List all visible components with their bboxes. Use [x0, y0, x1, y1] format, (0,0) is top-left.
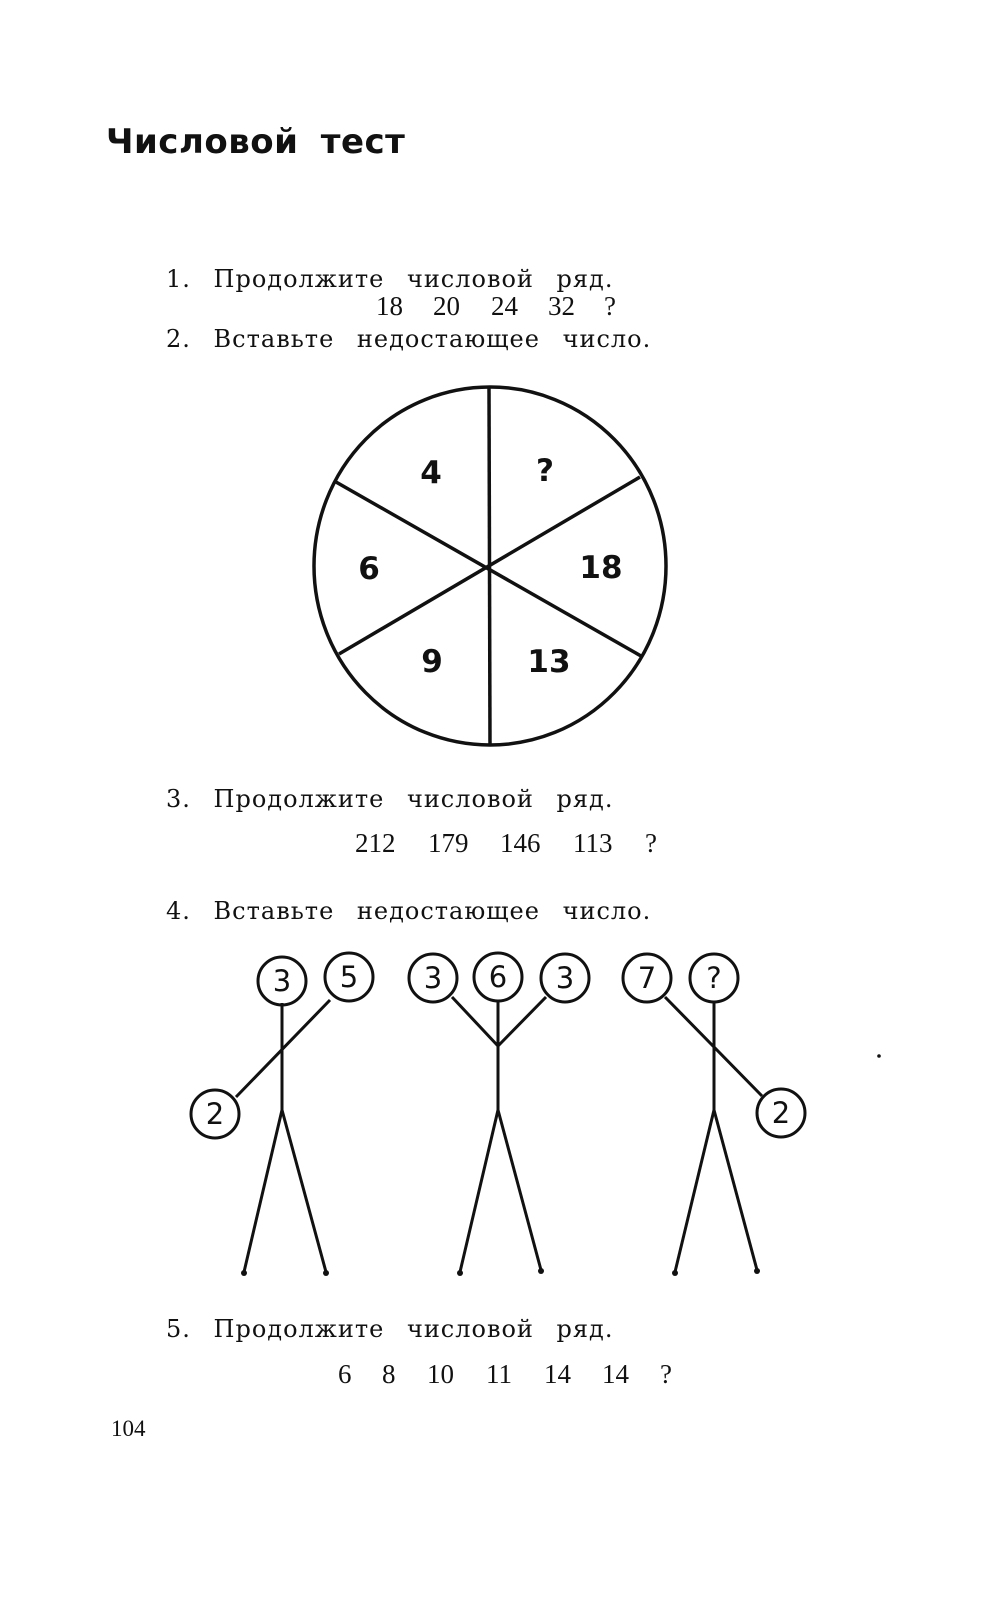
- foot-dot: [538, 1268, 544, 1274]
- question-4-number: 4.: [166, 897, 191, 925]
- question-1-text: Продолжите числовой ряд.: [213, 265, 614, 293]
- sequence-item: 8: [382, 1359, 396, 1389]
- sequence-item: 14: [602, 1359, 629, 1389]
- question-5-text: Продолжите числовой ряд.: [213, 1315, 614, 1343]
- sequence-item: 179: [428, 828, 469, 858]
- sequence-item: 18: [376, 291, 403, 321]
- page-number: 104: [111, 1416, 146, 1441]
- sequence-item: ?: [604, 291, 616, 321]
- question-2-text: Вставьте недостающее число.: [213, 325, 652, 353]
- sequence-item: 10: [427, 1359, 454, 1389]
- stray-dot: [877, 1054, 881, 1058]
- question-3: [166, 785, 613, 813]
- foot-dot: [323, 1270, 329, 1276]
- sequence-item: 212: [355, 828, 396, 858]
- figure-value: 3: [555, 961, 575, 995]
- question-1-number: 1.: [166, 265, 191, 293]
- page-title: Числовой тест: [106, 122, 406, 162]
- sequence-item: 11: [486, 1359, 512, 1389]
- wheel-value: 4: [420, 455, 442, 491]
- figure-leg: [675, 1110, 714, 1272]
- sequence-item: ?: [660, 1359, 672, 1389]
- wheel-value: 13: [527, 644, 571, 680]
- sequence-item: 24: [491, 291, 518, 321]
- wheel-value: 9: [421, 644, 443, 680]
- sequence-item: 146: [500, 828, 541, 858]
- sequence-item: 6: [338, 1359, 352, 1389]
- wheel-value: 18: [579, 550, 623, 586]
- figure-leg: [282, 1110, 326, 1272]
- foot-dot: [672, 1270, 678, 1276]
- wheel-value: ?: [536, 453, 554, 489]
- foot-dot: [241, 1270, 247, 1276]
- sequence-item: ?: [645, 828, 657, 858]
- figure-leg: [714, 1110, 757, 1270]
- foot-dot: [754, 1268, 760, 1274]
- sequence-item: 113: [573, 828, 613, 858]
- question-4-text: Вставьте недостающее число.: [213, 897, 652, 925]
- figure-value: ?: [706, 961, 722, 995]
- question-3-number: 3.: [166, 785, 191, 813]
- question-5-number: 5.: [166, 1315, 191, 1343]
- sequence-item: 14: [544, 1359, 571, 1389]
- figure-value: 6: [488, 960, 508, 994]
- figure-value: 5: [339, 960, 359, 994]
- figure-leg: [460, 1110, 498, 1272]
- question-2-number: 2.: [166, 325, 191, 353]
- question-3-text: Продолжите числовой ряд.: [213, 785, 614, 813]
- figure-value: 2: [205, 1097, 225, 1131]
- wheel-value: 6: [358, 551, 380, 587]
- figure-value: 3: [272, 964, 292, 998]
- figure-value: 2: [771, 1096, 791, 1130]
- question-5: [166, 1315, 613, 1343]
- stick-figure-2: [409, 953, 589, 1272]
- sequence-item: 20: [433, 291, 460, 321]
- figure-leg: [244, 1110, 282, 1272]
- figure-arm: [498, 997, 546, 1046]
- sequence-item: 32: [548, 291, 575, 321]
- figure-arm: [452, 997, 498, 1046]
- question-4: [166, 897, 651, 925]
- figure-value: 3: [423, 961, 443, 995]
- figure-leg: [498, 1110, 541, 1270]
- figure-value: 7: [637, 961, 657, 995]
- foot-dot: [457, 1270, 463, 1276]
